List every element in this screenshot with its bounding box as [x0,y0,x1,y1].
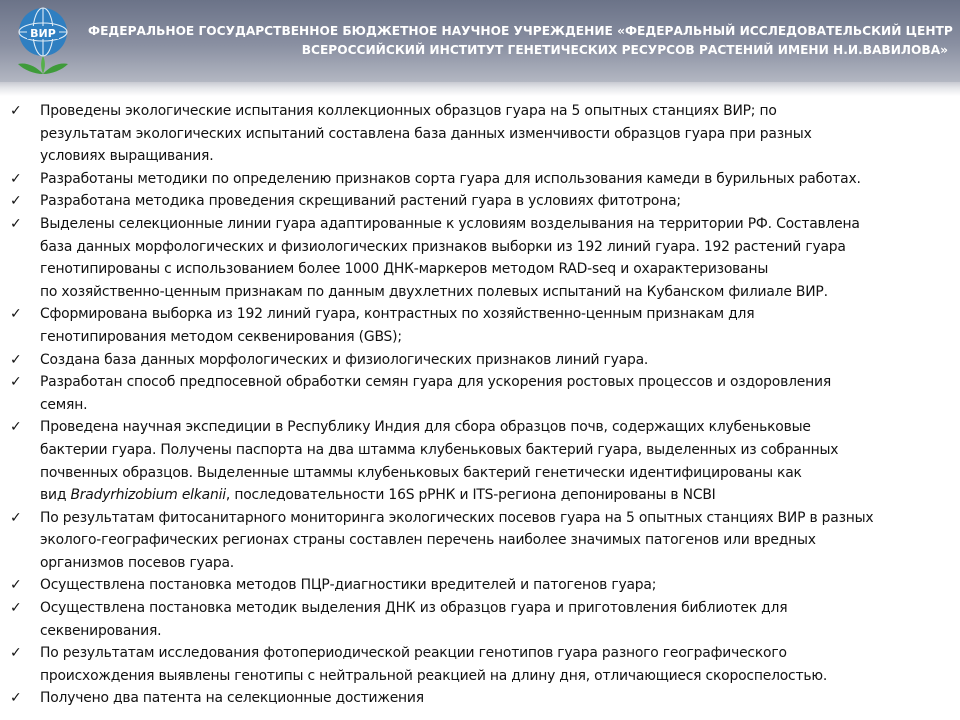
list-item-text: Выделены селекционные линии гуара адаптированные к условиям возделывания на территории РФ. Составлена база данных морфологических и физиологических признаков выборки из 192 линий гуара. 192 растений гуара генотипированы с использованием более 1000 ДНК-маркеров методом RAD-seq и охарактеризованы по хозяйственно-ценным признакам по данным двухлетних полевых испытаний на Кубанском филиале ВИР. [40,215,860,300]
checkmark-icon: ✓ [10,193,22,210]
species-name: Bradyrhizobium elkanii [70,487,226,504]
logo-text: ВИР [30,27,56,40]
checkmark-icon: ✓ [10,600,22,617]
checkmark-icon: ✓ [10,419,22,436]
checkmark-icon: ✓ [10,645,22,662]
list-item [10,597,956,642]
list-item-text: Проведены экологические испытания коллекционных образцов гуара на 5 опытных станциях ВИР; по результатам экологических испытаний составлена база данных изменчивости образцов гуара при разных условиях выращивания. [40,103,812,165]
list-item-text: Проведена научная экспедиции в Республику Индия для сбора образцов почв, содержащих клубеньковые бактерии гуара. Получены паспорта на два штамма клубеньковых бактерий гуара, выделенных из собранных почвенных образцов. Выделенные штаммы клубеньковых бактерий генетически идентифицированы как вид Bradyrhizobium elkanii, последовательности 16S рРНК и ITS-региона депонированы в NCBI [40,419,839,504]
list-item-text: Осуществлена постановка методик выделения ДНК из образцов гуара и приготовления библиотек для секвенирования. [40,600,788,639]
list-item [10,574,956,597]
institution-title [88,22,953,60]
checkmark-icon: ✓ [10,103,22,119]
checkmark-icon: ✓ [10,509,22,526]
institution-title-line-1: ФЕДЕРАЛЬНОЕ ГОСУДАРСТВЕННОЕ БЮДЖЕТНОЕ НАУЧНОЕ УЧРЕЖДЕНИЕ «ФЕДЕРАЛЬНЫЙ ИССЛЕДОВАТЕЛЬСКИЙ ЦЕНТР [88,24,953,38]
list-item-text: Сформирована выборка из 192 линий гуара, контрастных по хозяйственно-ценным признакам для генотипирования методом секвенирования (GBS); [40,306,755,345]
list-item-text: Осуществлена постановка методов ПЦР-диагностики вредителей и патогенов гуара; [40,577,657,594]
checkmark-icon: ✓ [10,351,22,368]
list-item [10,100,956,168]
checkmark-icon: ✓ [10,374,22,391]
list-item-text: По результатам исследования фотопериодической реакции генотипов гуара разного географического происхождения выявлены генотипы с нейтральной реакцией на длину дня, отличающиеся скороспелостью. [40,645,828,684]
list-item [10,507,956,575]
list-item-text: Получено два патента на селекционные достижения [40,690,424,707]
header-shadow [0,82,960,96]
vir-logo-icon [14,6,72,78]
list-item [10,213,956,303]
checkmark-icon: ✓ [10,306,22,323]
achievements-list [10,100,956,710]
list-item [10,349,956,372]
list-item-text: Разработана методика проведения скрещиваний растений гуара в условиях фитотрона; [40,193,681,210]
list-item [10,190,956,213]
list-item-text: Создана база данных морфологических и физиологических признаков линий гуара. [40,351,649,368]
list-item-text: По результатам фитосанитарного мониторинга экологических посевов гуара на 5 опытных станциях ВИР в разных эколого-географических регионах страны составлен перечень наиболее значимых патогенов или вредных организмов посевов гуара. [40,509,874,571]
list-item [10,303,956,348]
list-item [10,371,956,416]
checkmark-icon: ✓ [10,170,22,187]
list-item [10,168,956,191]
list-item [10,642,956,687]
checkmark-icon: ✓ [10,215,22,232]
institution-title-line-2: ВСЕРОССИЙСКИЙ ИНСТИТУТ ГЕНЕТИЧЕСКИХ РЕСУРСОВ РАСТЕНИЙ ИМЕНИ Н.И.ВАВИЛОВА» [301,43,948,57]
list-item [10,416,956,506]
list-item [10,687,956,710]
checkmark-icon: ✓ [10,577,22,594]
header-banner [0,0,960,82]
checkmark-icon: ✓ [10,690,22,707]
list-item-text: Разработаны методики по определению признаков сорта гуара для использования камеди в бурильных работах. [40,170,861,187]
list-item-text: Разработан способ предпосевной обработки семян гуара для ускорения ростовых процессов и оздоровления семян. [40,374,831,413]
